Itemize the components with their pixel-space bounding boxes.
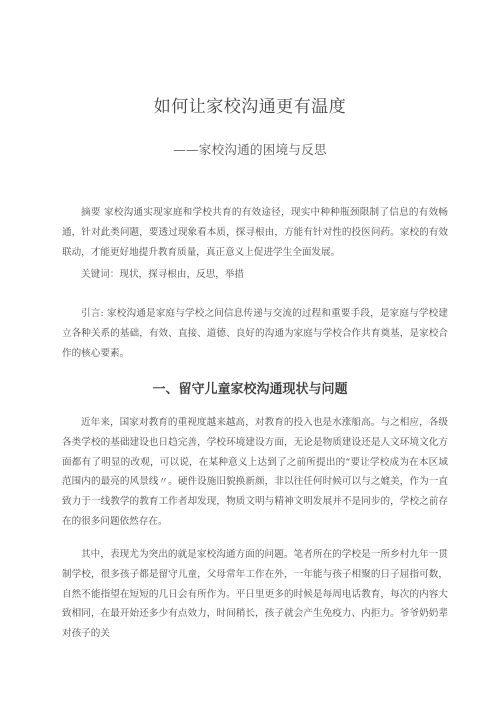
keywords-paragraph [62, 265, 448, 285]
abstract-label: 摘要 [81, 207, 101, 218]
keywords-label: 关键词： [81, 269, 120, 280]
abstract-text: 家校沟通实现家庭和学校共育的有效途径，现实中种种瓶颈限制了信息的有效畅通，针对此类问题，要透过现象看本质，探寻根由，方能有针对性的投医问药。家校的有效联动，才能更好地提升教育质量，真正意义上促进学生全面发展。 [62, 207, 449, 258]
introduction-text: 家校沟通是家庭与学校之间信息传递与交流的过程和重要手段，是家庭与学校建立各种关系的基础，有效、直接、道德、良好的沟通为家庭与学校合作共育奠基，是家校合作的核心要素。 [62, 308, 449, 359]
abstract-paragraph [62, 203, 448, 262]
introduction-label: 引言: [81, 308, 104, 319]
body-paragraph-1: 近年来，国家对教育的重视度越来越高，对教育的投入也是水涨船高。与之相应，各级各类学校的基础建设也日趋完善，学校环境建设方面，无论是物质建设还是人文环境文化方面都有了明显的改观，可以说，在某种意义上达到了之前所提出的“要让学校成为在本区域范围内的最亮的风景线〃。硬件设施旧貌换新颜，非以往任何时候可以与之媲美，作为一直致力于一线教学的教育工作者却发现，物质文明与精神文明发展并不是同步的，学校之前存在的很多问题依然存在。 [62, 417, 448, 527]
section-heading: 一、留守儿童家校沟通现状与问题 [152, 382, 348, 397]
introduction-paragraph [62, 304, 448, 363]
page-title: 如何让家校沟通更有温度 [153, 97, 347, 117]
body-paragraph-2: 其中，表现尤为突出的就是家校沟通方面的问题。笔者所在的学校是一所乡村九年一贯制学校，很多孩子都是留守儿童，父母常年工作在外，一年能与孩子相聚的日子屈指可数，自然不能指望在短短的几日会有所作为。平日里更多的时候是每周电话教育，每次的内容大致相同，在最开始还多少有点效力，时间稍长，孩子就会产生免疫力、内拒力。爷爷奶奶辈对孩子的关 [62, 549, 448, 640]
page-subtitle: ——家校沟通的困境与反思 [173, 142, 327, 157]
keywords-text: 现状，探寻根由，反思，举措 [119, 269, 245, 280]
